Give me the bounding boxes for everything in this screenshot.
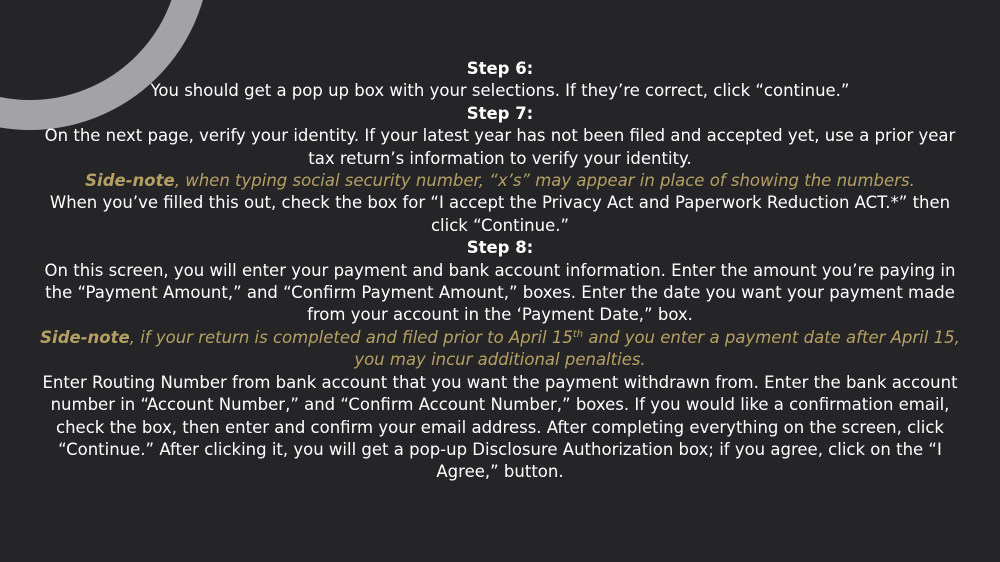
step-7-heading: Step 7: — [466, 103, 534, 123]
side-note-label: Side-note — [85, 171, 175, 191]
side-note-text-a: , if your return is completed and filed prior to April 15 — [129, 327, 573, 347]
side-note-text: , when typing social security number, “x’s” may appear in place of showing the numbers. — [174, 171, 915, 191]
step-8-side-note — [30, 327, 970, 372]
side-note-superscript: th — [572, 328, 584, 340]
instructions-body — [30, 58, 970, 484]
side-note-label: Side-note — [40, 327, 130, 347]
side-note-text-b: and you enter a payment date after April 15, you may incur additional penalties. — [354, 327, 960, 370]
step-7-text-continued: When you’ve filled this out, check the box for “I accept the Privacy Act and Paperwork Reduction ACT.*” then click “Continue.” — [49, 193, 951, 235]
step-7-text: On the next page, verify your identity. If your latest year has not been filed and accepted yet, use a prior year tax return’s information to verify your identity. — [44, 126, 956, 168]
step-8-text-continued: Enter Routing Number from bank account that you want the payment withdrawn from. Enter the bank account number in “Account Number,” and “Confirm Account Number,” boxes. If you would like a confirmation email, check the box, then enter and confirm your email address. After completing everything on the screen, click “Continue.” After clicking it, you will get a pop-up Disclosure Authorization box; if you agree, click on the “I Agree,” button. — [42, 372, 958, 482]
step-6-heading: Step 6: — [466, 59, 534, 78]
step-8-text: On this screen, you will enter your payment and bank account information. Enter the amount you’re paying in the “Payment Amount,” and “Confirm Payment Amount,” boxes. Enter the date you want your payment made from your account in the ‘Payment Date,” box. — [44, 260, 956, 325]
step-8-heading: Step 8: — [466, 238, 534, 258]
step-6-text: You should get a pop up box with your selections. If they’re correct, click “continue.” — [150, 81, 850, 101]
step-7-side-note — [30, 170, 970, 192]
